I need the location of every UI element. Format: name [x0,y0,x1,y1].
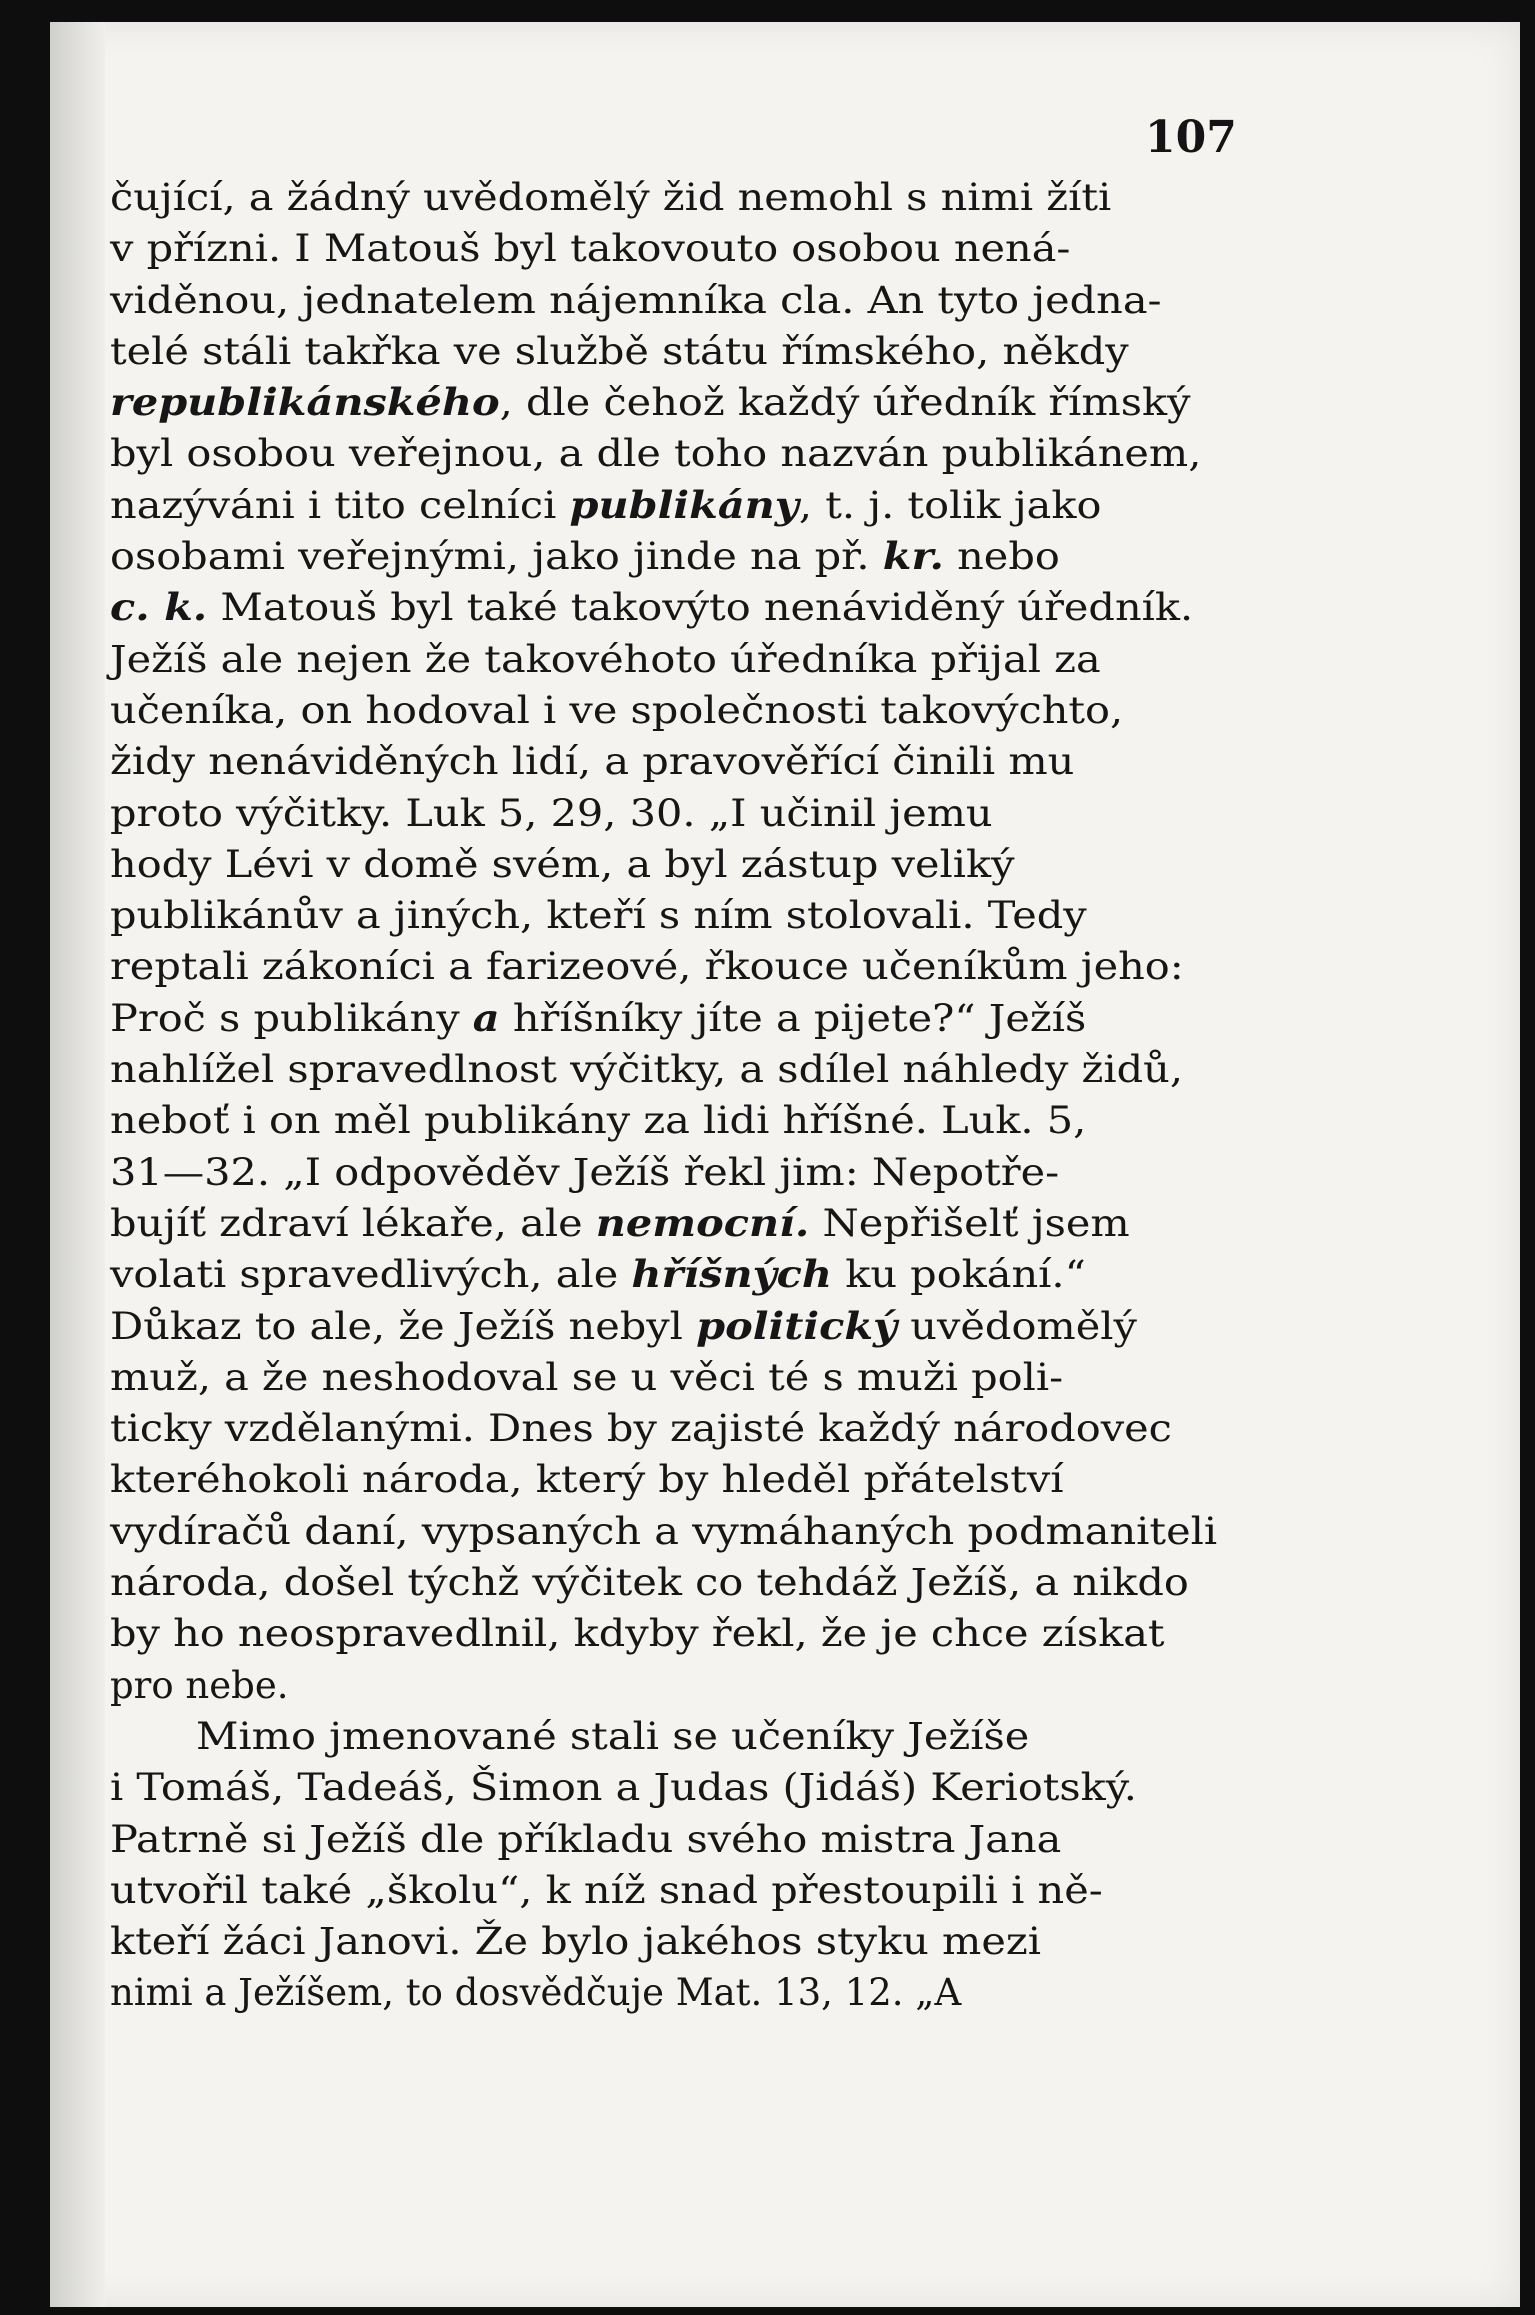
text-run: čující, a žádný uvědomělý žid nemohl s nimi žíti [110,176,1112,219]
text-line-content [110,736,1074,787]
text-line-content [110,634,1101,685]
text-line [110,685,1265,736]
text-line [110,582,1265,633]
italic-text: a [472,995,500,1040]
text-line-content [110,326,1129,377]
text-run: Ježíš ale nejen že takovéhoto úředníka přijal za [110,637,1101,681]
text-run: volati spravedlivých, ale [110,1253,632,1297]
italic-text: republikánského [110,380,500,425]
text-line-content [110,788,993,839]
text-line-content [110,1967,961,2018]
text-line [110,1660,1265,1711]
text-run: proto výčitky. Luk 5, 29, 30. „I učinil jemu [110,791,993,835]
text-line [110,531,1265,582]
text-line [110,1249,1265,1300]
text-run: kteréhokoli národa, který by hleděl přátelství [110,1458,1064,1502]
text-line [110,223,1265,274]
page-number: 107 [1145,112,1237,163]
text-run: publikánův a jiných, kteří s ním stolovali. Tedy [110,894,1087,938]
text-line [110,1454,1265,1505]
text-line [110,428,1265,479]
text-line-content [110,1249,1086,1300]
text-run: nazýváni i tito celníci [110,483,570,527]
text-run: židy nenáviděných lidí, a pravověřící činili mu [110,740,1075,784]
text-line [110,1762,1265,1813]
text-line [110,1608,1265,1659]
text-line-content [110,941,1184,992]
text-line-content [110,377,1191,428]
text-line [110,890,1265,941]
text-line [110,1198,1265,1249]
text-line-content [110,1506,1217,1557]
text-run: nahlížel spravedlnost výčitky, a sdílel náhledy židů, [110,1048,1184,1092]
text-line-content [110,1403,1172,1454]
text-run: Proč s publikány [110,996,473,1040]
text-run: neboť i on měl publikány za lidi hříšné. Luk. 5, [110,1099,1087,1143]
text-line-content [110,223,1070,274]
text-line-content [110,1352,1063,1403]
text-line-content [110,1454,1064,1505]
text-run: nebo [943,535,1060,579]
text-line-content [110,839,1015,890]
text-line [110,1095,1265,1146]
text-line [110,634,1265,685]
text-line-content [110,1557,1189,1608]
text-line [110,275,1265,326]
text-line-content [110,1865,1103,1916]
text-run: , t. j. tolik jako [798,483,1102,527]
text-line-content [110,1095,1086,1146]
text-run: utvořil také „školu“, k níž snad přestoupili i ně- [110,1868,1103,1912]
text-run: v přízni. I Matouš byl takovouto osobou nená- [110,227,1071,271]
text-line [110,1557,1265,1608]
text-line-content [110,1301,1137,1352]
text-line-content [110,480,1101,531]
text-line-content [110,993,1086,1044]
text-line-content [110,1814,1061,1865]
text-line [110,1916,1265,1967]
text-run: telé stáli takřka ve službě státu římského, někdy [110,329,1129,373]
text-line [110,941,1265,992]
italic-text: kr. [882,534,944,579]
text-run: pro nebe. [110,1663,289,1707]
text-run: ku pokání.“ [832,1253,1086,1297]
text-run: i Tomáš, Tadeáš, Šimon a Judas (Jidáš) Keriotský. [110,1766,1137,1810]
text-line [110,1814,1265,1865]
text-run: viděnou, jednatelem nájemníka cla. An tyto jedna- [110,278,1162,322]
italic-text: c. k. [110,585,208,630]
text-line [110,172,1265,223]
text-run: Důkaz to ale, že Ježíš nebyl [110,1304,697,1348]
text-line [110,1865,1265,1916]
text-line [110,1352,1265,1403]
text-run: Nepřišelť jsem [809,1201,1130,1245]
text-run: Mimo jmenované stali se učeníky Ježíše [196,1714,1030,1758]
text-run: národa, došel týchž výčitek co tehdáž Ježíš, a nikdo [110,1561,1189,1605]
text-line-content [110,172,1111,223]
text-line-content [196,1711,1029,1762]
text-line-content [110,1044,1183,1095]
text-run: ticky vzdělanými. Dnes by zajisté každý národovec [110,1407,1172,1451]
text-line-content [110,1916,1041,1967]
text-run: reptali zákoníci a farizeové, řkouce učeníkům jeho: [110,945,1184,989]
text-line-content [110,1198,1130,1249]
text-line [110,377,1265,428]
text-line-content [110,1147,1059,1198]
text-run: osobami veřejnými, jako jinde na př. [110,535,883,579]
italic-text: hříšných [631,1252,833,1297]
text-line [110,993,1265,1044]
text-run: uvědomělý [897,1304,1137,1348]
italic-text: publikány [569,482,799,527]
text-line [110,788,1265,839]
text-line [110,1967,1265,2018]
text-run: vydíračů daní, vypsaných a vymáhaných podmaniteli [110,1509,1218,1553]
text-line-content [110,582,1193,633]
text-line-content [110,531,1060,582]
text-run: hříšníky jíte a pijete?“ Ježíš [499,996,1087,1040]
body-text [110,172,1265,2019]
text-run: hody Lévi v domě svém, a byl zástup veliký [110,842,1015,886]
text-run: bujíť zdraví lékaře, ale [110,1201,596,1245]
text-run: , dle čehož každý úředník římský [499,381,1191,425]
text-line-content [110,275,1162,326]
text-line [110,1403,1265,1454]
text-line-content [110,685,1123,736]
text-run: Patrně si Ježíš dle příkladu svého mistra Jana [110,1817,1062,1861]
text-line-content [110,428,1201,479]
text-run: by ho neospravedlnil, kdyby řekl, že je chce získat [110,1612,1165,1656]
text-line [110,1711,1265,1762]
text-line [110,1044,1265,1095]
page-gutter-shadow [50,22,105,2307]
italic-text: nemocní. [595,1200,810,1245]
text-line [110,736,1265,787]
text-line [110,1506,1265,1557]
text-run: učeníka, on hodoval i ve společnosti takovýchto, [110,688,1124,732]
text-run: Matouš byl také takovýto nenáviděný úředník. [207,586,1194,630]
text-run: byl osobou veřejnou, a dle toho nazván publikánem, [110,432,1202,476]
text-run: nimi a Ježíšem, to dosvědčuje Mat. 13, 12. „A [110,1971,962,2015]
text-line [110,1147,1265,1198]
text-line [110,480,1265,531]
text-line-content [110,1762,1137,1813]
italic-text: politický [696,1303,898,1348]
text-line-content [110,890,1087,941]
text-line-content [110,1608,1165,1659]
text-line [110,1301,1265,1352]
text-line-content [110,1660,288,1711]
text-run: muž, a že neshodoval se u věci té s muži poli- [110,1355,1064,1399]
text-line [110,839,1265,890]
text-line [110,326,1265,377]
text-run: kteří žáci Janovi. Že bylo jakéhos styku mezi [110,1920,1041,1964]
text-run: 31—32. „I odpověděv Ježíš řekl jim: Nepotře- [110,1150,1060,1194]
